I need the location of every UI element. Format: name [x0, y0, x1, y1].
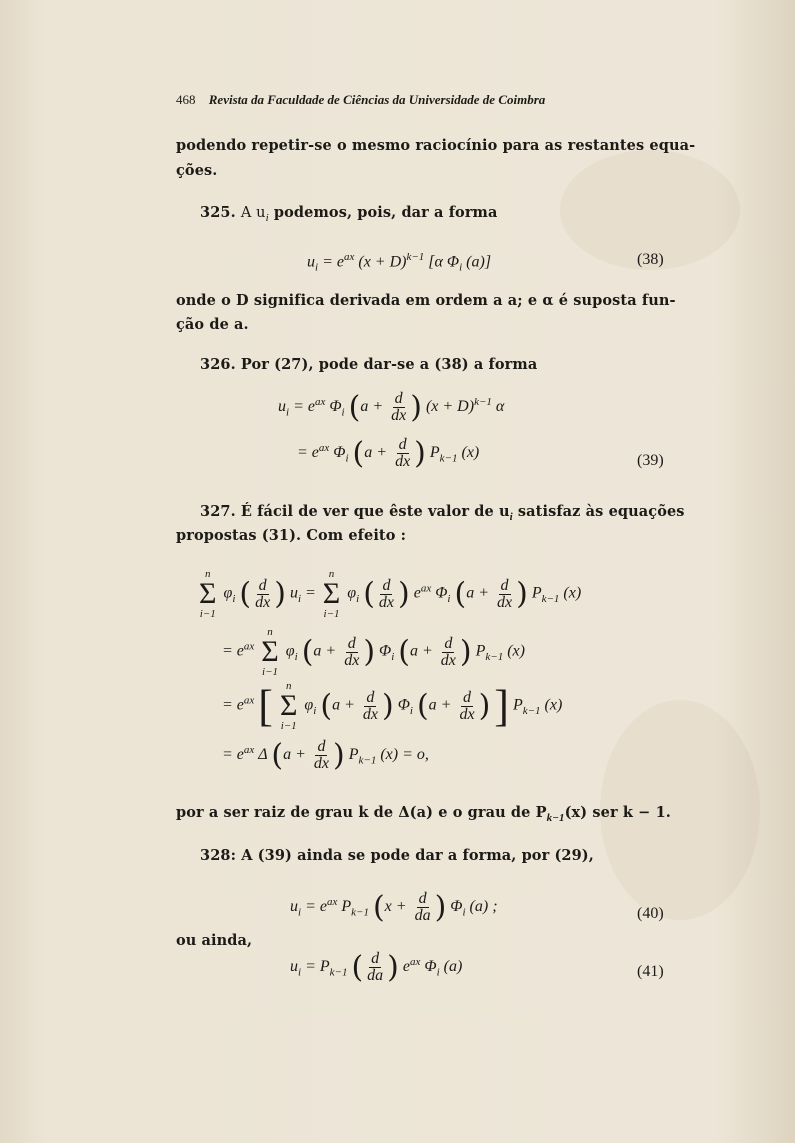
section-number: 327. [200, 503, 236, 520]
equation-41: $u_i = P_{k-1}$ ( $\frac{d}{da}$ ) $e^{ax}$ $\Phi_i$ (a) [290, 950, 463, 985]
section-text: A (39) ainda se pode dar a forma, por (29), [241, 847, 594, 864]
equation-40-label: (40) [637, 905, 664, 922]
text-fragment: podemos, pois, dar a forma [268, 204, 498, 221]
paragraph-line: propostas (31). Com efeito : [176, 527, 407, 544]
paragraph-line: podendo repetir-se o mesmo raciocínio para as restantes equa- [176, 137, 696, 154]
text-fragment: (x) ser k − 1. [564, 804, 671, 821]
equation-40: $u_i = e^{ax}$ $P_{k-1}$ (x + $\frac{d}{da}$ ) $\Phi_i$ (a) ; [290, 890, 498, 925]
paragraph-line: onde o D significa derivada em ordem a a; e α é suposta fun- [176, 292, 676, 309]
section-328-heading [200, 847, 594, 864]
text-fragment: A u [240, 205, 266, 221]
equation-327-line4: = $e^{ax}$ Δ (a + $\frac{d}{dx}$ ) $P_{k-1}$ (x) = o, [222, 738, 429, 773]
paragraph-line: ou ainda, [176, 932, 253, 949]
equation-327-line2: = $e^{ax}$ n Σ i−1 $\varphi_i$ (a + $\frac{d}{dx}$ ) $\Phi_i$ (a + $\frac{d}{dx}$ ) $P_{k-1}$ (x) [222, 626, 525, 678]
equation-38: $u_i = e^{ax}$ $(x + D)^{k-1}$ [α $\Phi_i$ (a)] [307, 251, 492, 274]
section-326-heading [200, 356, 537, 373]
section-text: satisfaz às equações [512, 503, 685, 520]
section-text: A $u_i$ podemos, pois, dar a forma [240, 204, 498, 224]
equation-326-line1: $u_i = e^{ax}$ $\Phi_i$ (a + $\frac{d}{dx}$ ) $(x + D)^{k-1}$ α [278, 390, 505, 425]
paragraph-line: ção de a. [176, 316, 249, 333]
section-325-heading [200, 204, 498, 224]
equation-327-line3: = $e^{ax}$ [ n Σ i−1 $\varphi_i$ (a + $\frac{d}{dx}$ ) $\Phi_i$ (a + $\frac{d}{dx}$ ) ] $P_{k-1}$ (x) [222, 680, 563, 732]
equation-327-line1: n Σ i−1 $\varphi_i$ ( $\frac{d}{dx}$ ) $u_i$ = n Σ i−1 $\varphi_i$ ( $\frac{d}{dx}$ ) $e^{ax}$ $\Phi_i$ (a + $\frac{d}{dx}$ ) $P_{k-1}$ (x) [199, 568, 582, 620]
equation-38-label: (38) [637, 251, 664, 268]
page-number: 468 [176, 92, 196, 107]
section-text: Por (27), pode dar-se a (38) a forma [240, 356, 538, 373]
section-number: 325. [200, 204, 236, 221]
running-header [176, 92, 545, 108]
running-title: Revista da Faculdade de Ciências da Universidade de Coimbra [208, 92, 546, 107]
equation-39-label: (39) [637, 452, 664, 469]
paragraph-line: ções. [176, 162, 218, 179]
equation-41-label: (41) [637, 963, 664, 980]
section-327-heading: 327. É fácil de ver que êste valor de $u_i$ satisfaz às equações [200, 503, 685, 523]
equation-39: = $e^{ax}$ $\Phi_i$ (a + $\frac{d}{dx}$ ) $P_{k-1}$ (x) [297, 436, 480, 471]
section-number: 328: [200, 847, 237, 864]
text-fragment: por a ser raiz de grau k de Δ(a) e o grau de P [176, 804, 547, 821]
section-number: 326. [200, 356, 236, 373]
paragraph-line: por a ser raiz de grau k de Δ(a) e o grau de $P_{k-1}(x)$ ser k − 1. [176, 804, 671, 824]
section-text: É fácil de ver que êste valor de u [240, 503, 510, 520]
